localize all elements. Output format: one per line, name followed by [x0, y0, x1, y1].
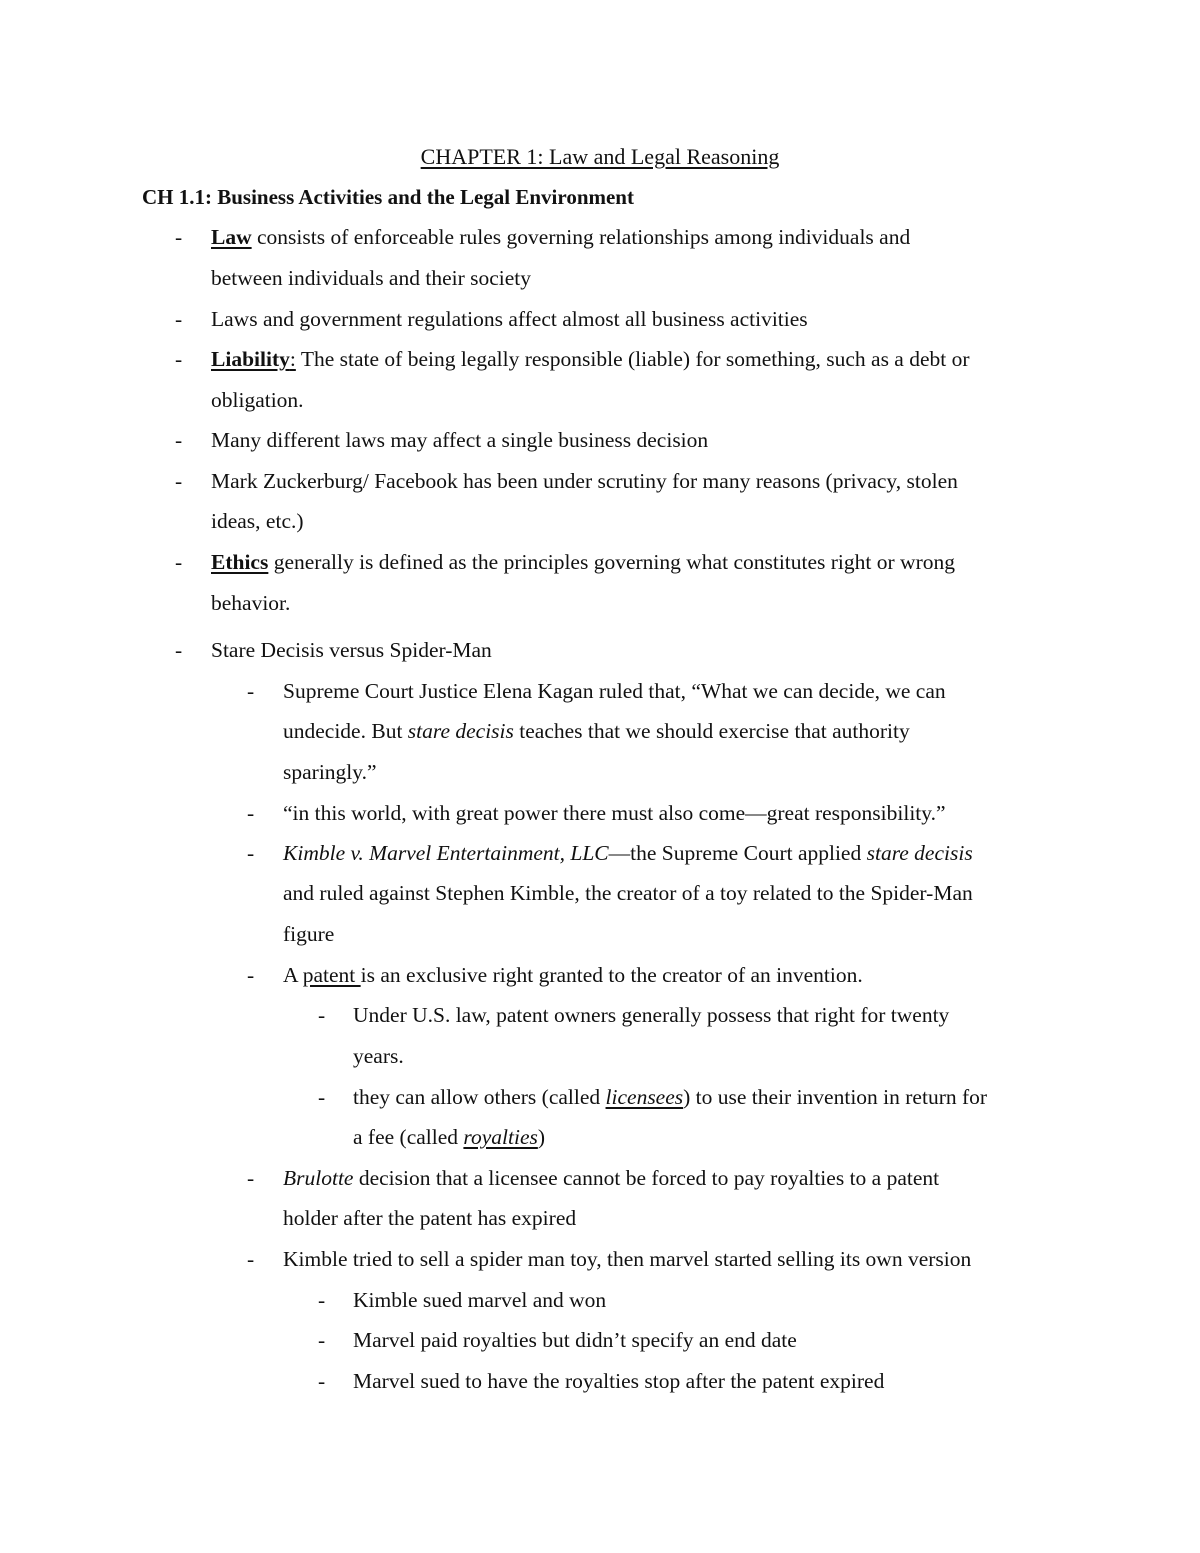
bullet-dash: -	[175, 307, 183, 331]
sub-bullet-continuation	[283, 714, 910, 748]
sub-sub-bullet-dash: -	[318, 1288, 326, 1312]
sub-bullet-patent	[283, 958, 863, 992]
bullet-many-laws: Many different laws may affect a single business decision	[211, 428, 709, 452]
sub-sub-bullet-paid-royalties: Marvel paid royalties but didn’t specify an end date	[353, 1328, 797, 1352]
text-run: teaches that we should exercise that authority	[513, 719, 910, 743]
sub-sub-bullet-dash: -	[318, 1369, 326, 1393]
text-run: decision that a licensee cannot be forced to pay royalties to a patent	[353, 1166, 940, 1190]
sub-bullet-kagan: Supreme Court Justice Elena Kagan ruled that, “What we can decide, we can	[283, 679, 946, 703]
sub-sub-bullet-dash: -	[318, 1085, 326, 1109]
sub-bullet-continuation: holder after the patent has expired	[283, 1206, 577, 1230]
bullet-liability	[211, 342, 970, 376]
bullet-dash: -	[175, 469, 183, 493]
bullet-dash: -	[175, 550, 183, 574]
sub-sub-bullet-licensees	[353, 1080, 987, 1114]
sub-sub-bullet-sued-won: Kimble sued marvel and won	[353, 1288, 607, 1312]
section-heading: CH 1.1: Business Activities and the Legal Environment	[142, 185, 634, 209]
italic-stare-decisis: stare decisis	[866, 841, 973, 865]
bullet-laws-regulations: Laws and government regulations affect almost all business activities	[211, 307, 808, 331]
bullet-text: The state of being legally responsible (liable) for something, such as a debt or	[295, 347, 970, 371]
bullet-zuckerburg: Mark Zuckerburg/ Facebook has been under scrutiny for many reasons (privacy, stolen	[211, 469, 958, 493]
sub-bullet-dash: -	[247, 1166, 255, 1190]
text-run: they can allow others (called	[353, 1085, 606, 1109]
chapter-title: CHAPTER 1: Law and Legal Reasoning	[420, 144, 780, 169]
bullet-stare-decisis: Stare Decisis versus Spider-Man	[211, 638, 492, 662]
bullet-continuation: between individuals and their society	[211, 266, 532, 290]
text-run: ) to use their invention in return for	[683, 1085, 988, 1109]
term-royalties: royalties	[463, 1125, 538, 1149]
sub-bullet-dash: -	[247, 679, 255, 703]
bullet-continuation: behavior.	[211, 591, 291, 615]
term-ethics: Ethics	[211, 550, 269, 574]
bullet-dash: -	[175, 428, 183, 452]
italic-stare-decisis: stare decisis	[407, 719, 514, 743]
text-run: —the Supreme Court applied	[608, 841, 867, 865]
bullet-continuation: obligation.	[211, 388, 304, 412]
bullet-dash: -	[175, 347, 183, 371]
sub-sub-bullet-royalties-stop: Marvel sued to have the royalties stop after the patent expired	[353, 1369, 885, 1393]
sub-bullet-great-power: “in this world, with great power there must also come—great responsibility.”	[283, 801, 946, 825]
bullet-dash: -	[175, 225, 183, 249]
bullet-text: consists of enforceable rules governing relationships among individuals and	[251, 225, 911, 249]
bullet-law	[211, 220, 910, 254]
sub-sub-bullet-dash: -	[318, 1328, 326, 1352]
text-run: )	[537, 1125, 546, 1149]
term-liability: Liability	[211, 347, 290, 371]
text-run: is an exclusive right granted to the creator of an invention.	[360, 963, 863, 987]
term-law: Law	[211, 225, 252, 249]
sub-bullet-dash: -	[247, 841, 255, 865]
sub-sub-bullet-twenty-years: Under U.S. law, patent owners generally possess that right for twenty	[353, 1003, 950, 1027]
sub-bullet-brulotte	[283, 1161, 939, 1195]
bullet-dash: -	[175, 638, 183, 662]
bullet-continuation: ideas, etc.)	[211, 509, 304, 533]
term-patent: patent	[302, 963, 361, 987]
sub-bullet-continuation: sparingly.”	[283, 760, 377, 784]
sub-bullet-dash: -	[247, 1247, 255, 1271]
italic-case-name: Kimble v. Marvel Entertainment, LLC	[283, 841, 609, 865]
sub-sub-bullet-dash: -	[318, 1003, 326, 1027]
text-run: a fee (called	[353, 1125, 464, 1149]
sub-bullet-kimble-toy: Kimble tried to sell a spider man toy, then marvel started selling its own version	[283, 1247, 972, 1271]
sub-bullet-dash: -	[247, 963, 255, 987]
sub-bullet-continuation: figure	[283, 922, 335, 946]
sub-sub-bullet-continuation: years.	[353, 1044, 404, 1068]
term-colon: :	[289, 347, 296, 371]
bullet-ethics	[211, 545, 955, 579]
text-run: A	[283, 963, 303, 987]
text-run: undecide. But	[283, 719, 408, 743]
italic-brulotte: Brulotte	[283, 1166, 354, 1190]
bullet-text: generally is defined as the principles governing what constitutes right or wrong	[268, 550, 955, 574]
sub-bullet-dash: -	[247, 801, 255, 825]
sub-bullet-kimble-marvel	[283, 836, 973, 870]
term-licensees: licensees	[605, 1085, 684, 1109]
sub-sub-bullet-continuation	[353, 1120, 545, 1154]
sub-bullet-continuation: and ruled against Stephen Kimble, the creator of a toy related to the Spider-Man	[283, 881, 973, 905]
